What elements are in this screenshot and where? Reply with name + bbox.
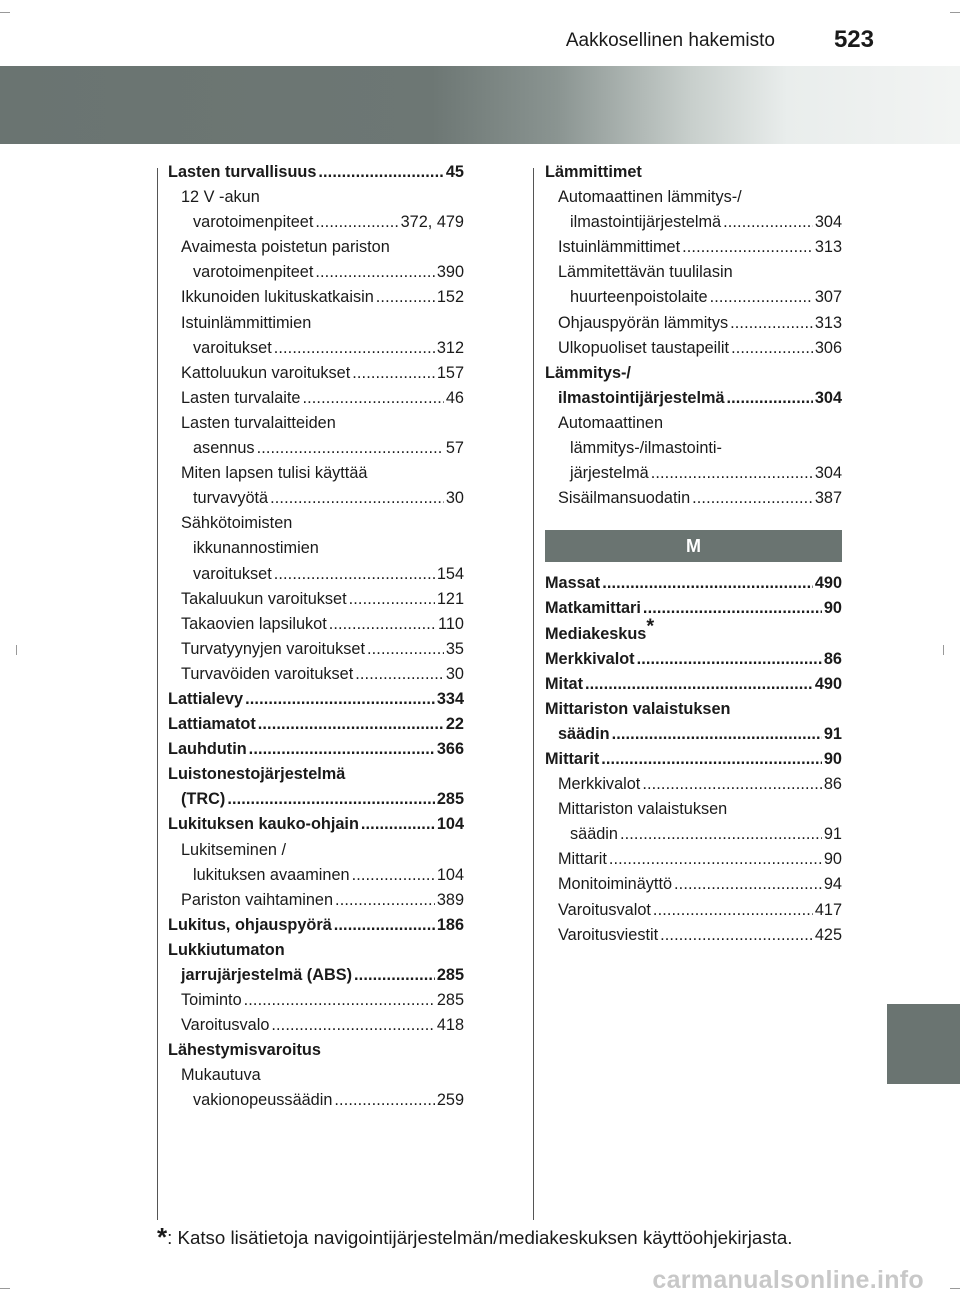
dot-leader (270, 486, 444, 511)
dot-leader (315, 210, 398, 235)
index-entry-label: 12 V -akun (181, 188, 260, 207)
index-entry-label: Lauhdutin (168, 740, 247, 759)
index-entry-label: Ikkunoiden lukituskatkaisin (181, 288, 374, 307)
index-entry-page: 94 (823, 875, 842, 894)
index-entry-label: Ulkopuoliset taustapeilit (558, 338, 730, 357)
dot-leader (349, 587, 435, 612)
index-entry (545, 210, 842, 235)
index-entry-page: 304 (814, 464, 842, 483)
index-entry (545, 411, 842, 436)
index-entry-label: Ohjauspyörän lämmitys (558, 313, 729, 332)
index-entry-label: Turvavöiden varoitukset (181, 664, 354, 683)
index-entry (168, 185, 464, 210)
dot-leader (642, 772, 822, 797)
index-entry-label: Sisäilmansuodatin (558, 489, 691, 508)
index-entry (168, 687, 464, 712)
index-entry-page: 91 (823, 724, 842, 743)
index-entry (545, 361, 842, 386)
dot-leader (682, 235, 813, 260)
index-entry (168, 612, 464, 637)
crop-mark (0, 12, 10, 13)
index-entry (168, 913, 464, 938)
index-entry-label: ikkunannostimien (193, 539, 319, 558)
index-entry-label: Kattoluukun varoitukset (181, 363, 351, 382)
index-entry (168, 386, 464, 411)
index-entry (545, 285, 842, 310)
index-entry-label: lukituksen avaaminen (193, 865, 350, 884)
index-entry-page: 312 (436, 338, 464, 357)
dot-leader (244, 988, 435, 1013)
index-entry (545, 872, 842, 897)
index-entry-label: Lasten turvallisuus (168, 163, 317, 181)
index-entry-label: Lämmittimet (545, 163, 642, 181)
index-entry (545, 847, 842, 872)
index-entry-label: Matkamittari (545, 599, 641, 618)
footnote (157, 1222, 792, 1253)
index-entry-page: 425 (814, 925, 842, 944)
index-entry-label: Mediakeskus (545, 624, 647, 643)
dot-leader (334, 1088, 434, 1113)
index-entry-label: Lukitus, ohjauspyörä (168, 915, 332, 934)
dot-leader (692, 486, 813, 511)
index-entry-label: varotoimenpiteet (193, 263, 314, 282)
index-entry (168, 863, 464, 888)
index-entry-page: 154 (436, 564, 464, 583)
index-entry-page: 417 (814, 900, 842, 919)
dot-leader (643, 596, 822, 621)
index-entry-label: Lasten turvalaitteiden (181, 413, 336, 432)
index-entry (168, 461, 464, 486)
column-rule-left (157, 168, 158, 1220)
index-entry-label: Automaattinen (558, 413, 663, 432)
dot-leader (258, 712, 444, 737)
index-entry-page: 366 (436, 740, 464, 759)
index-entry (545, 647, 842, 672)
index-group-m (545, 571, 842, 947)
index-entry-label: varoitukset (193, 564, 272, 583)
index-entry-label: Lukitseminen / (181, 840, 286, 859)
crop-mark (0, 1288, 10, 1289)
crop-mark (16, 645, 17, 655)
page-header (0, 0, 960, 62)
index-entry (168, 988, 464, 1013)
dot-leader (355, 662, 444, 687)
index-entry (545, 486, 842, 511)
dot-leader (723, 210, 813, 235)
index-entry (168, 737, 464, 762)
index-entry-page: 390 (436, 263, 464, 282)
index-entry-page: 91 (823, 825, 842, 844)
index-entry-label: Istuinlämmittimet (558, 238, 681, 257)
index-entry (168, 311, 464, 336)
dot-leader (227, 787, 435, 812)
index-entry (168, 1013, 464, 1038)
index-entry-page: 285 (436, 991, 464, 1010)
index-entry (168, 411, 464, 436)
index-entry-label: Miten lapsen tulisi käyttää (181, 464, 368, 483)
index-entry (168, 888, 464, 913)
index-entry (168, 260, 464, 285)
index-entry-page: 90 (823, 599, 842, 618)
index-entry-page: 389 (436, 890, 464, 909)
index-entry (168, 436, 464, 461)
index-entry-label: asennus (193, 439, 255, 458)
index-entry (168, 1038, 464, 1063)
dot-leader (361, 812, 435, 837)
index-entry (168, 938, 464, 963)
index-entry (168, 562, 464, 587)
index-entry-page: 157 (436, 363, 464, 382)
dot-leader (274, 336, 435, 361)
index-entry-label: Merkkivalot (545, 649, 635, 668)
chapter-tab-marker (887, 1004, 960, 1084)
dot-leader (660, 923, 813, 948)
dot-leader (367, 637, 444, 662)
index-entry (545, 772, 842, 797)
index-entry-label: säädin (558, 724, 610, 743)
index-entry-label: jarrujärjestelmä (ABS) (181, 966, 353, 984)
index-entry-label: Massat (545, 574, 601, 593)
index-entry-page: 259 (436, 1091, 464, 1110)
dot-leader (335, 888, 435, 913)
index-entry (545, 722, 842, 747)
index-entry-label: järjestelmä (570, 464, 649, 483)
dot-leader (585, 672, 813, 697)
index-entry (168, 336, 464, 361)
index-entry-label: varotoimenpiteet (193, 213, 314, 232)
index-entry (168, 1063, 464, 1088)
dot-leader (334, 913, 435, 938)
index-entry-page: 285 (436, 790, 464, 809)
crop-mark (943, 645, 944, 655)
dot-leader (352, 361, 435, 386)
index-entry-page: 490 (814, 574, 842, 593)
index-entry-page: 313 (814, 313, 842, 332)
index-entry (545, 923, 842, 948)
index-entry-page: 152 (436, 288, 464, 307)
dot-leader (620, 822, 822, 847)
index-entry-label: Mitat (545, 674, 583, 693)
index-entry-label: Lähestymisvaroitus (168, 1041, 321, 1060)
dot-leader (602, 571, 813, 596)
index-entry-page: 46 (445, 388, 464, 407)
dot-leader (727, 386, 813, 411)
index-entry (168, 1088, 464, 1113)
dot-leader (249, 737, 435, 762)
index-entry-label: Sähkötoimisten (181, 514, 293, 533)
index-entry (168, 812, 464, 837)
dot-leader (318, 160, 443, 185)
index-entry-page: 334 (436, 689, 464, 708)
index-entry (168, 587, 464, 612)
dot-leader (609, 847, 822, 872)
index-entry-label: Lämmitys-/ (545, 363, 631, 382)
index-group-l-continued (545, 160, 842, 511)
index-entry-page: 30 (445, 489, 464, 508)
index-entry (545, 461, 842, 486)
index-entry (545, 797, 842, 822)
header-banner (0, 66, 960, 144)
dot-leader (274, 562, 435, 587)
footnote-text: : Katso lisätietoja navigointijärjestelmän/mediakeskuksen käyttöohjekirjasta. (167, 1227, 793, 1248)
index-entry (545, 697, 842, 722)
index-entry (168, 787, 464, 812)
index-entry-label: Mittarit (545, 749, 600, 768)
index-entry-page: 110 (438, 614, 464, 633)
dot-leader (731, 336, 813, 361)
dot-leader (302, 386, 443, 411)
index-entry-label: Pariston vaihtaminen (181, 890, 334, 909)
dot-leader (352, 863, 435, 888)
index-entry (168, 536, 464, 561)
index-entry-page: 121 (436, 589, 464, 608)
index-entry-label: säädin (570, 825, 618, 844)
index-entry-page: 30 (445, 664, 464, 683)
index-entry-page: 304 (814, 213, 842, 232)
index-entry (168, 361, 464, 386)
index-entry (545, 436, 842, 461)
index-entry-label: Toiminto (181, 991, 242, 1010)
index-entry (545, 386, 842, 411)
footnote-symbol: * (157, 1222, 168, 1252)
index-entry-page: 86 (823, 649, 842, 668)
index-entry-page: 22 (445, 715, 464, 734)
column-rule-middle (533, 168, 534, 1220)
index-entry-label: Automaattinen lämmitys-/ (558, 188, 742, 207)
dot-leader (612, 722, 822, 747)
index-column-right (545, 160, 842, 948)
index-entry-label: Varoitusvalot (558, 900, 651, 919)
index-entry (168, 511, 464, 536)
index-entry (545, 185, 842, 210)
index-entry-label: Merkkivalot (558, 775, 641, 794)
index-entry-page: 35 (445, 639, 464, 658)
index-entry (545, 311, 842, 336)
index-entry-page: 104 (436, 865, 464, 884)
index-entry (545, 898, 842, 923)
index-entry (168, 662, 464, 687)
index-entry-label: Takaluukun varoitukset (181, 589, 347, 608)
index-entry-label: turvavyötä (193, 489, 269, 508)
index-entry (545, 596, 842, 621)
dot-leader (376, 285, 435, 310)
index-entry (168, 160, 464, 185)
index-entry (545, 160, 842, 185)
index-entry (168, 838, 464, 863)
index-entry-page: 372, 479 (400, 213, 464, 232)
index-entry-label: Takaovien lapsilukot (181, 614, 327, 633)
index-entry-label: lämmitys-/ilmastointi- (570, 439, 722, 458)
index-entry-label: Lattiamatot (168, 715, 256, 734)
index-entry-label: Lukkiutumaton (168, 940, 285, 959)
index-entry (168, 235, 464, 260)
index-entry-page: 418 (436, 1016, 464, 1035)
index-entry-page: 304 (814, 388, 842, 407)
dot-leader (257, 436, 444, 461)
index-entry-label: Lukituksen kauko-ohjain (168, 815, 359, 834)
index-entry-page: 186 (436, 915, 464, 934)
index-entry-label: Turvatyynyjen varoitukset (181, 639, 365, 658)
index-entry (168, 637, 464, 662)
index-entry-label: Mukautuva (181, 1066, 261, 1085)
index-entry-label: vakionopeussäädin (193, 1091, 333, 1110)
index-entry-label: Avaimesta poistetun pariston (181, 238, 390, 257)
index-entry (168, 285, 464, 310)
dot-leader (601, 747, 822, 772)
crop-mark (950, 1288, 960, 1289)
index-entry-label: Varoitusviestit (558, 925, 659, 944)
index-entry (545, 822, 842, 847)
index-entry (545, 672, 842, 697)
index-entry-label: Luistonestojärjestelmä (168, 765, 346, 784)
index-entry-page: 387 (814, 489, 842, 508)
index-entry-page: 90 (823, 749, 842, 768)
index-entry-label: Varoitusvalo (181, 1016, 270, 1035)
dot-leader (354, 963, 435, 988)
index-entry-page: 90 (823, 850, 842, 869)
dot-leader (674, 872, 822, 897)
index-entry-label: Istuinlämmittimien (181, 313, 312, 332)
index-entry-label: Mittariston valaistuksen (545, 699, 731, 718)
dot-leader (329, 612, 436, 637)
index-entry-label: Mittariston valaistuksen (558, 800, 728, 819)
dot-leader (245, 687, 435, 712)
dot-leader (637, 647, 822, 672)
index-entry-page: 490 (814, 674, 842, 693)
letter-section-header: M (545, 530, 842, 562)
dot-leader (271, 1013, 434, 1038)
index-entry-page: 45 (445, 163, 464, 181)
index-entry (168, 210, 464, 235)
index-entry-label: varoitukset (193, 338, 272, 357)
index-entry (168, 963, 464, 988)
index-entry (545, 260, 842, 285)
index-entry-label: Mittarit (558, 850, 607, 869)
crop-mark (950, 12, 960, 13)
footnote-marker: * (646, 615, 655, 638)
dot-leader (651, 461, 813, 486)
index-entry (545, 747, 842, 772)
index-entry-label: Monitoiminäyttö (558, 875, 673, 894)
index-entry (168, 712, 464, 737)
dot-leader (730, 311, 813, 336)
index-entry-page: 86 (823, 775, 842, 794)
index-entry-page: 313 (814, 238, 842, 257)
watermark: carmanualsonline.info (652, 1266, 924, 1294)
page-number: 523 (833, 26, 874, 53)
index-entry (545, 615, 842, 647)
index-entry-label: Lasten turvalaite (181, 388, 301, 407)
dot-leader (653, 898, 813, 923)
index-entry-page: 306 (814, 338, 842, 357)
index-column-left (168, 160, 464, 1114)
index-entry-page: 104 (436, 815, 464, 834)
dot-leader (710, 285, 813, 310)
section-title: Aakkosellinen hakemisto (565, 30, 775, 51)
index-entry-page: 285 (436, 966, 464, 984)
index-entry-label: Lämmitettävän tuulilasin (558, 263, 733, 282)
index-entry-label: (TRC) (181, 790, 226, 809)
dot-leader (315, 260, 434, 285)
index-entry (168, 762, 464, 787)
index-entry (545, 336, 842, 361)
index-entry (545, 235, 842, 260)
index-entry-label: ilmastointijärjestelmä (558, 388, 725, 407)
index-entry-page: 307 (814, 288, 842, 307)
index-entry-page: 57 (445, 439, 464, 458)
index-entry-label: ilmastointijärjestelmä (570, 213, 722, 232)
index-entry-label: Lattialevy (168, 689, 244, 708)
index-entry (545, 571, 842, 596)
index-entry-label: huurteenpoistolaite (570, 288, 708, 307)
index-entry (168, 486, 464, 511)
